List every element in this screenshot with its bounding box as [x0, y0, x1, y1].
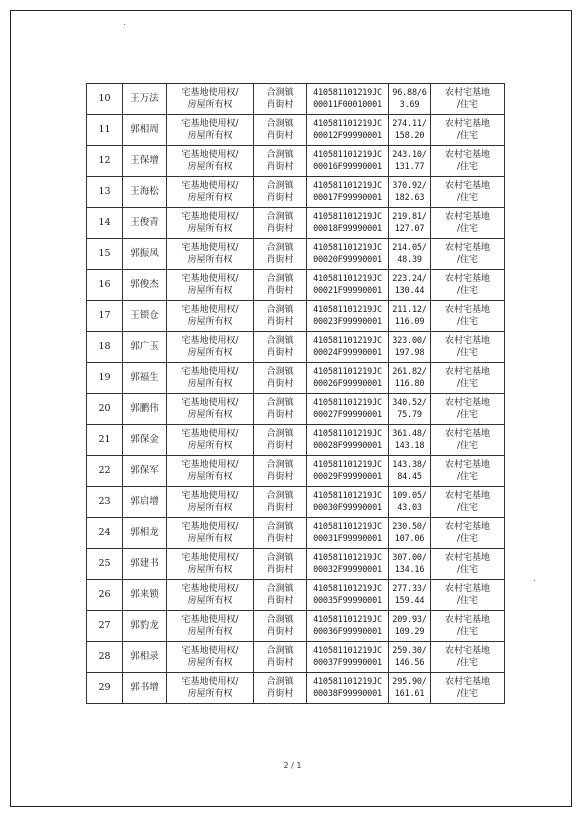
owner-name: 王俊青: [123, 208, 167, 239]
owner-name: 郭相录: [123, 642, 167, 673]
unit-code: 410581101219JC 00023F99990001: [307, 301, 389, 332]
area: 307.00/ 134.16: [389, 549, 431, 580]
right-type: 宅基地使用权/ 房屋所有权: [167, 146, 254, 177]
area: 323.00/ 197.98: [389, 332, 431, 363]
right-type: 宅基地使用权/ 房屋所有权: [167, 642, 254, 673]
table-row: [87, 208, 505, 239]
usage: 农村宅基地 /住宅: [431, 549, 505, 580]
owner-name: 郭鹏伟: [123, 394, 167, 425]
right-type: 宅基地使用权/ 房屋所有权: [167, 363, 254, 394]
owner-name: 郭保军: [123, 456, 167, 487]
right-type: 宅基地使用权/ 房屋所有权: [167, 549, 254, 580]
owner-name: 郭相龙: [123, 518, 167, 549]
usage: 农村宅基地 /住宅: [431, 84, 505, 115]
right-type: 宅基地使用权/ 房屋所有权: [167, 115, 254, 146]
right-type: 宅基地使用权/ 房屋所有权: [167, 394, 254, 425]
owner-name: 郭启增: [123, 487, 167, 518]
table-body: [87, 84, 505, 704]
location: 合涧镇 肖街村: [254, 332, 307, 363]
owner-name: 郭豹龙: [123, 611, 167, 642]
unit-code: 410581101219JC 00026F99990001: [307, 363, 389, 394]
row-number: 23: [87, 487, 123, 518]
location: 合涧镇 肖街村: [254, 84, 307, 115]
row-number: 27: [87, 611, 123, 642]
location: 合涧镇 肖街村: [254, 580, 307, 611]
owner-name: 王海松: [123, 177, 167, 208]
row-number: 26: [87, 580, 123, 611]
row-number: 20: [87, 394, 123, 425]
row-number: 13: [87, 177, 123, 208]
unit-code: 410581101219JC 00030F99990001: [307, 487, 389, 518]
row-number: 16: [87, 270, 123, 301]
property-rights-table: [86, 83, 505, 704]
usage: 农村宅基地 /住宅: [431, 394, 505, 425]
usage: 农村宅基地 /住宅: [431, 177, 505, 208]
row-number: 10: [87, 84, 123, 115]
table-row: [87, 549, 505, 580]
usage: 农村宅基地 /住宅: [431, 518, 505, 549]
table-row: [87, 332, 505, 363]
right-type: 宅基地使用权/ 房屋所有权: [167, 673, 254, 704]
area: 277.33/ 159.44: [389, 580, 431, 611]
unit-code: 410581101219JC 00032F99990001: [307, 549, 389, 580]
owner-name: 郭相周: [123, 115, 167, 146]
unit-code: 410581101219JC 00017F99990001: [307, 177, 389, 208]
area: 243.10/ 131.77: [389, 146, 431, 177]
row-number: 19: [87, 363, 123, 394]
area: 261.82/ 116.80: [389, 363, 431, 394]
row-number: 17: [87, 301, 123, 332]
row-number: 29: [87, 673, 123, 704]
location: 合涧镇 肖街村: [254, 394, 307, 425]
table-row: [87, 456, 505, 487]
right-type: 宅基地使用权/ 房屋所有权: [167, 425, 254, 456]
row-number: 22: [87, 456, 123, 487]
usage: 农村宅基地 /住宅: [431, 456, 505, 487]
row-number: 25: [87, 549, 123, 580]
owner-name: 郭俊杰: [123, 270, 167, 301]
area: 295.90/ 161.61: [389, 673, 431, 704]
location: 合涧镇 肖街村: [254, 425, 307, 456]
usage: 农村宅基地 /住宅: [431, 642, 505, 673]
usage: 农村宅基地 /住宅: [431, 115, 505, 146]
location: 合涧镇 肖街村: [254, 301, 307, 332]
area: 96.88/6 3.69: [389, 84, 431, 115]
table-row: [87, 580, 505, 611]
table-row: [87, 518, 505, 549]
table-row: [87, 115, 505, 146]
owner-name: 郭振凤: [123, 239, 167, 270]
right-type: 宅基地使用权/ 房屋所有权: [167, 239, 254, 270]
table-row: [87, 146, 505, 177]
owner-name: 郭福生: [123, 363, 167, 394]
usage: 农村宅基地 /住宅: [431, 332, 505, 363]
table-row: [87, 611, 505, 642]
area: 219.81/ 127.07: [389, 208, 431, 239]
right-type: 宅基地使用权/ 房屋所有权: [167, 301, 254, 332]
row-number: 12: [87, 146, 123, 177]
usage: 农村宅基地 /住宅: [431, 487, 505, 518]
unit-code: 410581101219JC 00037F99990001: [307, 642, 389, 673]
usage: 农村宅基地 /住宅: [431, 301, 505, 332]
table-row: [87, 642, 505, 673]
table-row: [87, 239, 505, 270]
row-number: 21: [87, 425, 123, 456]
right-type: 宅基地使用权/ 房屋所有权: [167, 177, 254, 208]
unit-code: 410581101219JC 00012F99990001: [307, 115, 389, 146]
usage: 农村宅基地 /住宅: [431, 673, 505, 704]
location: 合涧镇 肖街村: [254, 363, 307, 394]
right-type: 宅基地使用权/ 房屋所有权: [167, 332, 254, 363]
table-row: [87, 270, 505, 301]
unit-code: 410581101219JC 00024F99990001: [307, 332, 389, 363]
owner-name: 郭保金: [123, 425, 167, 456]
owner-name: 王保增: [123, 146, 167, 177]
usage: 农村宅基地 /住宅: [431, 146, 505, 177]
area: 211.12/ 116.09: [389, 301, 431, 332]
owner-name: 王万法: [123, 84, 167, 115]
unit-code: 410581101219JC 00011F00010001: [307, 84, 389, 115]
owner-name: 郭广玉: [123, 332, 167, 363]
row-number: 18: [87, 332, 123, 363]
right-type: 宅基地使用权/ 房屋所有权: [167, 487, 254, 518]
row-number: 28: [87, 642, 123, 673]
location: 合涧镇 肖街村: [254, 549, 307, 580]
row-number: 11: [87, 115, 123, 146]
usage: 农村宅基地 /住宅: [431, 239, 505, 270]
unit-code: 410581101219JC 00035F99990001: [307, 580, 389, 611]
table-row: [87, 177, 505, 208]
unit-code: 410581101219JC 00016F99990001: [307, 146, 389, 177]
area: 274.11/ 158.20: [389, 115, 431, 146]
area: 230.50/ 107.06: [389, 518, 431, 549]
area: 109.05/ 43.03: [389, 487, 431, 518]
table-row: [87, 301, 505, 332]
location: 合涧镇 肖街村: [254, 487, 307, 518]
location: 合涧镇 肖街村: [254, 673, 307, 704]
usage: 农村宅基地 /住宅: [431, 270, 505, 301]
location: 合涧镇 肖街村: [254, 270, 307, 301]
area: 214.05/ 48.39: [389, 239, 431, 270]
table-row: [87, 487, 505, 518]
area: 370.92/ 182.63: [389, 177, 431, 208]
area: 143.38/ 84.45: [389, 456, 431, 487]
table-row: [87, 394, 505, 425]
unit-code: 410581101219JC 00027F99990001: [307, 394, 389, 425]
unit-code: 410581101219JC 00028F99990001: [307, 425, 389, 456]
right-type: 宅基地使用权/ 房屋所有权: [167, 208, 254, 239]
right-type: 宅基地使用权/ 房屋所有权: [167, 270, 254, 301]
usage: 农村宅基地 /住宅: [431, 208, 505, 239]
table-row: [87, 84, 505, 115]
row-number: 24: [87, 518, 123, 549]
location: 合涧镇 肖街村: [254, 456, 307, 487]
right-type: 宅基地使用权/ 房屋所有权: [167, 456, 254, 487]
unit-code: 410581101219JC 00031F99990001: [307, 518, 389, 549]
scan-speck: [534, 580, 535, 581]
owner-name: 王锁仓: [123, 301, 167, 332]
right-type: 宅基地使用权/ 房屋所有权: [167, 84, 254, 115]
owner-name: 郭来锁: [123, 580, 167, 611]
location: 合涧镇 肖街村: [254, 208, 307, 239]
right-type: 宅基地使用权/ 房屋所有权: [167, 580, 254, 611]
unit-code: 410581101219JC 00018F99990001: [307, 208, 389, 239]
location: 合涧镇 肖街村: [254, 518, 307, 549]
location: 合涧镇 肖街村: [254, 115, 307, 146]
usage: 农村宅基地 /住宅: [431, 580, 505, 611]
area: 340.52/ 75.79: [389, 394, 431, 425]
table-row: [87, 363, 505, 394]
usage: 农村宅基地 /住宅: [431, 363, 505, 394]
unit-code: 410581101219JC 00036F99990001: [307, 611, 389, 642]
area: 209.93/ 109.29: [389, 611, 431, 642]
table-row: [87, 425, 505, 456]
row-number: 14: [87, 208, 123, 239]
page-number: 2 / 1: [283, 761, 302, 770]
right-type: 宅基地使用权/ 房屋所有权: [167, 518, 254, 549]
table-row: [87, 673, 505, 704]
owner-name: 郭建书: [123, 549, 167, 580]
area: 223.24/ 130.44: [389, 270, 431, 301]
location: 合涧镇 肖街村: [254, 611, 307, 642]
location: 合涧镇 肖街村: [254, 239, 307, 270]
location: 合涧镇 肖街村: [254, 642, 307, 673]
scan-speck: [124, 24, 125, 25]
usage: 农村宅基地 /住宅: [431, 611, 505, 642]
unit-code: 410581101219JC 00038F99990001: [307, 673, 389, 704]
unit-code: 410581101219JC 00020F99990001: [307, 239, 389, 270]
row-number: 15: [87, 239, 123, 270]
area: 259.30/ 146.56: [389, 642, 431, 673]
unit-code: 410581101219JC 00029F99990001: [307, 456, 389, 487]
owner-name: 郭书增: [123, 673, 167, 704]
area: 361.48/ 143.18: [389, 425, 431, 456]
location: 合涧镇 肖街村: [254, 177, 307, 208]
usage: 农村宅基地 /住宅: [431, 425, 505, 456]
unit-code: 410581101219JC 00021F99990001: [307, 270, 389, 301]
location: 合涧镇 肖街村: [254, 146, 307, 177]
right-type: 宅基地使用权/ 房屋所有权: [167, 611, 254, 642]
